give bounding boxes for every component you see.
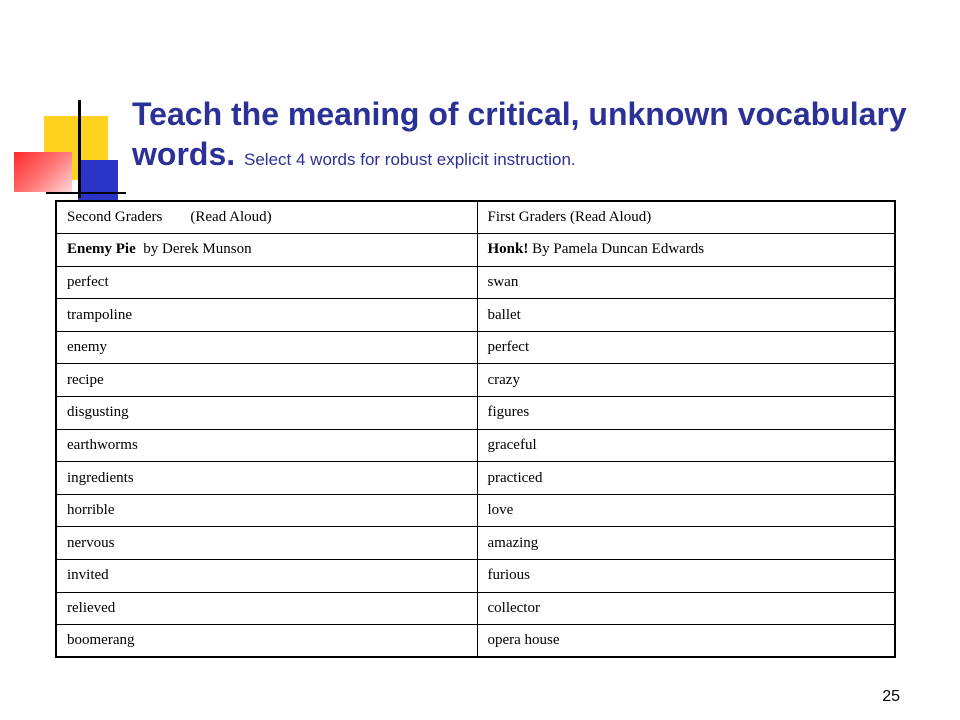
header-second-graders — [56, 201, 477, 234]
word-first-grade: furious — [477, 560, 895, 593]
horizontal-line-shape — [46, 192, 126, 194]
table-row — [56, 299, 895, 332]
vocabulary-table — [55, 200, 896, 658]
word-first-grade: opera house — [477, 625, 895, 658]
word-first-grade: figures — [477, 397, 895, 430]
table-row — [56, 331, 895, 364]
table-row — [56, 266, 895, 299]
title-main: Teach the meaning of critical, unknown vocabulary words. — [132, 96, 907, 172]
word-first-grade: crazy — [477, 364, 895, 397]
word-second-grade: recipe — [56, 364, 477, 397]
book-enemy-pie — [56, 234, 477, 267]
word-first-grade: graceful — [477, 429, 895, 462]
table-book-row — [56, 234, 895, 267]
word-second-grade: enemy — [56, 331, 477, 364]
word-first-grade: perfect — [477, 331, 895, 364]
word-first-grade: amazing — [477, 527, 895, 560]
table-row — [56, 462, 895, 495]
word-second-grade: relieved — [56, 592, 477, 625]
table-row — [56, 560, 895, 593]
word-first-grade: ballet — [477, 299, 895, 332]
header-first-graders: First Graders (Read Aloud) — [477, 201, 895, 234]
table-row — [56, 397, 895, 430]
word-first-grade: swan — [477, 266, 895, 299]
word-second-grade: disgusting — [56, 397, 477, 430]
table-row — [56, 592, 895, 625]
word-first-grade: practiced — [477, 462, 895, 495]
table-row — [56, 494, 895, 527]
word-second-grade: ingredients — [56, 462, 477, 495]
word-second-grade: trampoline — [56, 299, 477, 332]
table-row — [56, 625, 895, 658]
header-second-graders-label: Second Graders — [67, 209, 163, 226]
word-first-grade: collector — [477, 592, 895, 625]
book-honk — [477, 234, 895, 267]
word-second-grade: invited — [56, 560, 477, 593]
header-read-aloud-label: (Read Aloud) — [190, 209, 272, 226]
book-title-honk: Honk! — [487, 241, 529, 258]
table-row — [56, 429, 895, 462]
word-second-grade: boomerang — [56, 625, 477, 658]
title-subtitle: Select 4 words for robust explicit instruction. — [244, 150, 576, 169]
decorative-corner-graphic — [0, 0, 130, 200]
word-first-grade: love — [477, 494, 895, 527]
page-number: 25 — [882, 688, 900, 705]
word-second-grade: earthworms — [56, 429, 477, 462]
word-second-grade: perfect — [56, 266, 477, 299]
book-author-munson: by Derek Munson — [143, 241, 252, 258]
table-header-row — [56, 201, 895, 234]
blue-square-shape — [78, 160, 118, 200]
vertical-line-shape — [78, 100, 81, 198]
word-second-grade: horrible — [56, 494, 477, 527]
table-row — [56, 364, 895, 397]
red-square-shape — [14, 152, 72, 192]
slide-title — [132, 94, 932, 180]
book-title-enemy-pie: Enemy Pie — [67, 241, 136, 258]
table-row — [56, 527, 895, 560]
book-author-edwards: By Pamela Duncan Edwards — [532, 241, 705, 258]
word-second-grade: nervous — [56, 527, 477, 560]
